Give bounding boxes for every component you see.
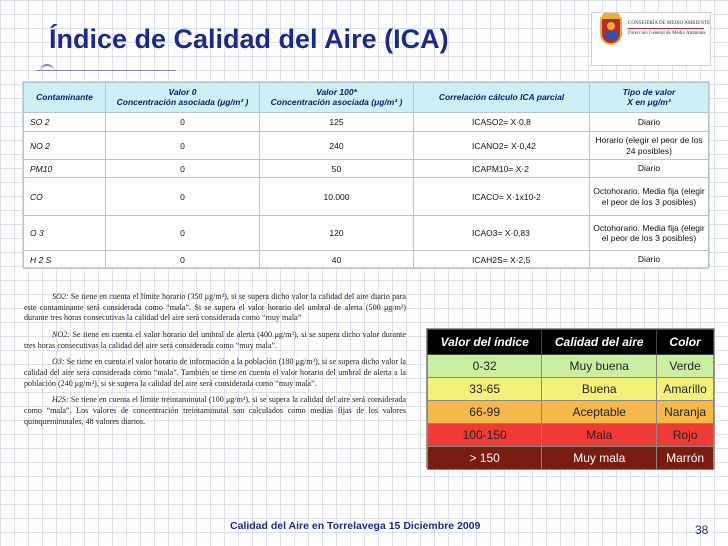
cell-contaminante: CO xyxy=(24,178,106,216)
legend-range: > 150 xyxy=(428,447,542,470)
note-text: Se tiene en cuenta el valor horario de información a la población (180 μg/m³), si se supera dicho valor la calidad del aire será considerada como “mala”. También se tiene en cuenta el valor horario del umbral de alerta a la población (240 μg/m³), si se supera la calidad del aire será considerada como “muy mala”. xyxy=(24,357,406,388)
cell-valor0: 0 xyxy=(106,178,260,216)
logo-divider xyxy=(628,28,704,29)
note-pollutant: O3: xyxy=(52,357,65,367)
cell-correlacion: ICANO2= X·0,42 xyxy=(414,132,590,160)
cell-tipo: Octohorario. Media fija (elegir el peor de los 3 posibles) xyxy=(590,216,709,251)
ica-table xyxy=(22,81,710,268)
note-pollutant: SO2: xyxy=(52,292,69,301)
header-correlacion: Correlación cálculo ICA parcial xyxy=(414,83,590,113)
note-paragraph xyxy=(24,395,406,427)
header-valor100: Valor 100* Concentración asociada (μg/m³ ) xyxy=(260,83,414,113)
legend-header-color: Color xyxy=(657,330,714,355)
legend-quality: Mala xyxy=(542,424,657,447)
legend-quality: Aceptable xyxy=(542,401,657,424)
cell-contaminante: NO 2 xyxy=(24,132,106,160)
table-row xyxy=(24,113,709,132)
legend-row xyxy=(428,424,714,447)
cell-contaminante: PM10 xyxy=(24,160,106,178)
cell-valor0: 0 xyxy=(106,251,260,269)
cell-contaminante: H 2 S xyxy=(24,251,106,269)
legend-range: 66-99 xyxy=(428,401,542,424)
cell-correlacion: ICAH2S= X·2,5 xyxy=(414,251,590,269)
logo-text-line2: Dirección General de Medio Ambiente xyxy=(628,31,706,36)
legend-row xyxy=(428,447,714,470)
header-contaminante: Contaminante xyxy=(24,83,106,113)
cell-contaminante: SO 2 xyxy=(24,113,106,132)
header-valor0: Valor 0 Concentración asociada (μg/m³ ) xyxy=(106,83,260,113)
note-text: Se tiene en cuenta el límite horario (350 μg/m³), si se supera dicho valor la calidad del aire diario para este contaminante será considerada como “mala”. Si se supera el valor horario del umbral de alerta (500 μg/m³) durante tres horas consecutivas la calidad del aire será considerada como “muy mala” xyxy=(24,292,406,323)
note-text: Se tiene en cuenta el límite treintaminutal (100 μg/m³), si se supera la calidad del aire será considerada como “mala”. Los valores de concentración treintaminutal son calculados como medias fijas de los valores quinqueminutales, 48 valores diarios. xyxy=(24,395,406,426)
legend-header-quality: Calidad del aire xyxy=(542,330,657,355)
legend-range: 0-32 xyxy=(428,355,542,378)
legend-row xyxy=(428,401,714,424)
cell-correlacion: ICACO= X·1x10-2 xyxy=(414,178,590,216)
pollutant-notes xyxy=(24,292,406,433)
note-paragraph xyxy=(24,357,406,389)
cell-tipo: Octohorario. Media fija (elegir el peor de los 3 posibles) xyxy=(590,178,709,216)
logo-text-line1: CONSEJERÍA DE MEDIO AMBIENTE xyxy=(628,21,711,26)
page-number: 38 xyxy=(695,523,709,537)
table-row xyxy=(24,216,709,251)
cell-valor100: 125 xyxy=(260,113,414,132)
note-text: Se tiene en cuenta el valor horario del umbral de alerta (400 μg/m³), si se supera dicho valor durante tres horas consecutivas la calidad del aire será considerada como “muy mala”. xyxy=(24,330,406,350)
cell-tipo: Diario xyxy=(590,160,709,178)
header-tipo: Tipo de valor X en μg/m³ xyxy=(590,83,709,113)
government-logo xyxy=(591,12,711,66)
legend-quality: Muy buena xyxy=(542,355,657,378)
cell-tipo: Diario xyxy=(590,251,709,269)
legend-quality: Buena xyxy=(542,378,657,401)
table-row xyxy=(24,251,709,269)
cell-valor0: 0 xyxy=(106,113,260,132)
legend-color-name: Naranja xyxy=(657,401,714,424)
legend-color-name: Verde xyxy=(657,355,714,378)
note-paragraph xyxy=(24,292,406,324)
cell-contaminante: O 3 xyxy=(24,216,106,251)
legend-row xyxy=(428,378,714,401)
cell-correlacion: ICAPM10= X·2 xyxy=(414,160,590,178)
title-underline xyxy=(36,70,176,71)
legend-color-name: Marrón xyxy=(657,447,714,470)
cell-tipo: Diario xyxy=(590,113,709,132)
cell-valor0: 0 xyxy=(106,132,260,160)
coat-of-arms-icon xyxy=(600,17,622,45)
cell-correlacion: ICASO2= X·0,8 xyxy=(414,113,590,132)
table-row xyxy=(24,132,709,160)
cell-valor0: 0 xyxy=(106,160,260,178)
ica-legend-table xyxy=(426,328,715,468)
cell-tipo: Horario (elegir el peor de los 24 posibles) xyxy=(590,132,709,160)
cell-valor0: 0 xyxy=(106,216,260,251)
cell-valor100: 50 xyxy=(260,160,414,178)
legend-range: 100-150 xyxy=(428,424,542,447)
note-paragraph xyxy=(24,330,406,351)
cell-valor100: 10.000 xyxy=(260,178,414,216)
footer-text: Calidad del Aire en Torrelavega 15 Diciembre 2009 xyxy=(230,520,481,532)
note-pollutant: H2S: xyxy=(52,395,69,405)
page-title: Índice de Calidad del Aire (ICA) xyxy=(49,24,449,54)
note-pollutant: NO2: xyxy=(52,330,70,340)
legend-color-name: Amarillo xyxy=(657,378,714,401)
table-row xyxy=(24,178,709,216)
legend-quality: Muy mala xyxy=(542,447,657,470)
legend-color-name: Rojo xyxy=(657,424,714,447)
table-row xyxy=(24,160,709,178)
cell-valor100: 120 xyxy=(260,216,414,251)
legend-header-index: Valor del índice xyxy=(428,330,542,355)
cell-valor100: 240 xyxy=(260,132,414,160)
cell-valor100: 40 xyxy=(260,251,414,269)
cell-correlacion: ICAO3= X·0,83 xyxy=(414,216,590,251)
legend-row xyxy=(428,355,714,378)
legend-range: 33-65 xyxy=(428,378,542,401)
